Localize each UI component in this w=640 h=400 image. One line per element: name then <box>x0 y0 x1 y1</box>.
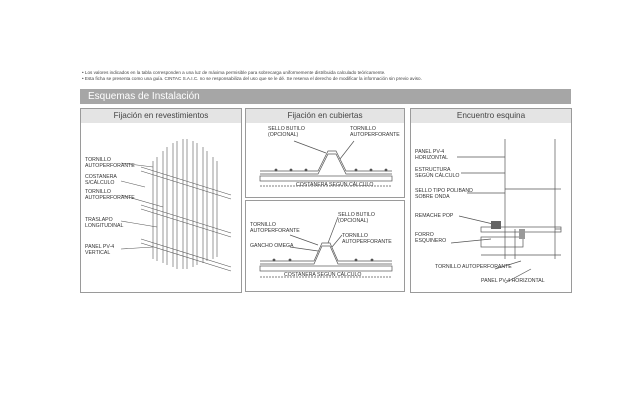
notes-block <box>82 70 562 82</box>
panel-cubiertas <box>245 108 405 291</box>
label-tornillo: TORNILLO AUTOPERFORANTE <box>85 157 135 169</box>
label-remache: REMACHE POP <box>415 213 454 219</box>
panel-title: Encuentro esquina <box>411 109 571 123</box>
section-title: Esquemas de Instalación <box>88 91 200 102</box>
label-estructura: ESTRUCTURA SEGÚN CÁLCULO <box>415 167 460 179</box>
label-sello: SELLO BUTILO (OPCIONAL) <box>268 126 305 138</box>
label-tornillo-2: TORNILLO AUTOPERFORANTE <box>342 233 392 245</box>
panel-revestimientos <box>80 108 242 293</box>
label-panel-horizontal: PANEL PV-4 HORIZONTAL <box>481 278 545 284</box>
label-tornillo: TORNILLO AUTOPERFORANTE <box>250 222 300 234</box>
panel-title: Fijación en cubiertas <box>246 109 404 123</box>
label-forro: FORRO ESQUINERO <box>415 232 447 244</box>
label-tornillo-2: TORNILLO AUTOPERFORANTE <box>85 189 135 201</box>
label-costanera: COSTANERA S/CÁLCULO <box>85 174 117 186</box>
section-banner <box>80 89 571 104</box>
label-costanera: COSTANERA SEGÚN CÁLCULO <box>284 272 362 278</box>
label-panel: PANEL PV-4 HORIZONTAL <box>415 149 449 161</box>
note-line: • Los valores indicados en la tabla corresponden a una luz de máxima permisible para sobrecarga uniformemente distribuida calculado teóricamente. <box>82 70 386 75</box>
cubiertas-top <box>245 108 405 198</box>
panel-esquina <box>410 108 572 293</box>
label-traslapo: TRASLAPO LONGITUDINAL <box>85 217 124 229</box>
cubiertas-bottom <box>245 200 405 292</box>
label-sello: SELLO TIPO POLIBAND SOBRE ONDA <box>415 188 473 200</box>
note-line: • Esta ficha se presenta como una guía. CINTAC S.A.I.C. no se responsabiliza del uso que se le dé. Se reserva el derecho de modificar la información sin previo aviso. <box>82 76 422 81</box>
label-tornillo: TORNILLO AUTOPERFORANTE <box>350 126 400 138</box>
label-costanera: COSTANERA SEGÚN CÁLCULO <box>296 182 374 188</box>
label-tornillo: TORNILLO AUTOPERFORANTE <box>435 264 512 270</box>
panel-title: Fijación en revestimientos <box>81 109 241 123</box>
label-gancho: GANCHO OMEGA <box>250 243 294 249</box>
label-sello: SELLO BUTILO (OPCIONAL) <box>338 212 375 224</box>
label-panel: PANEL PV-4 VERTICAL <box>85 244 115 256</box>
